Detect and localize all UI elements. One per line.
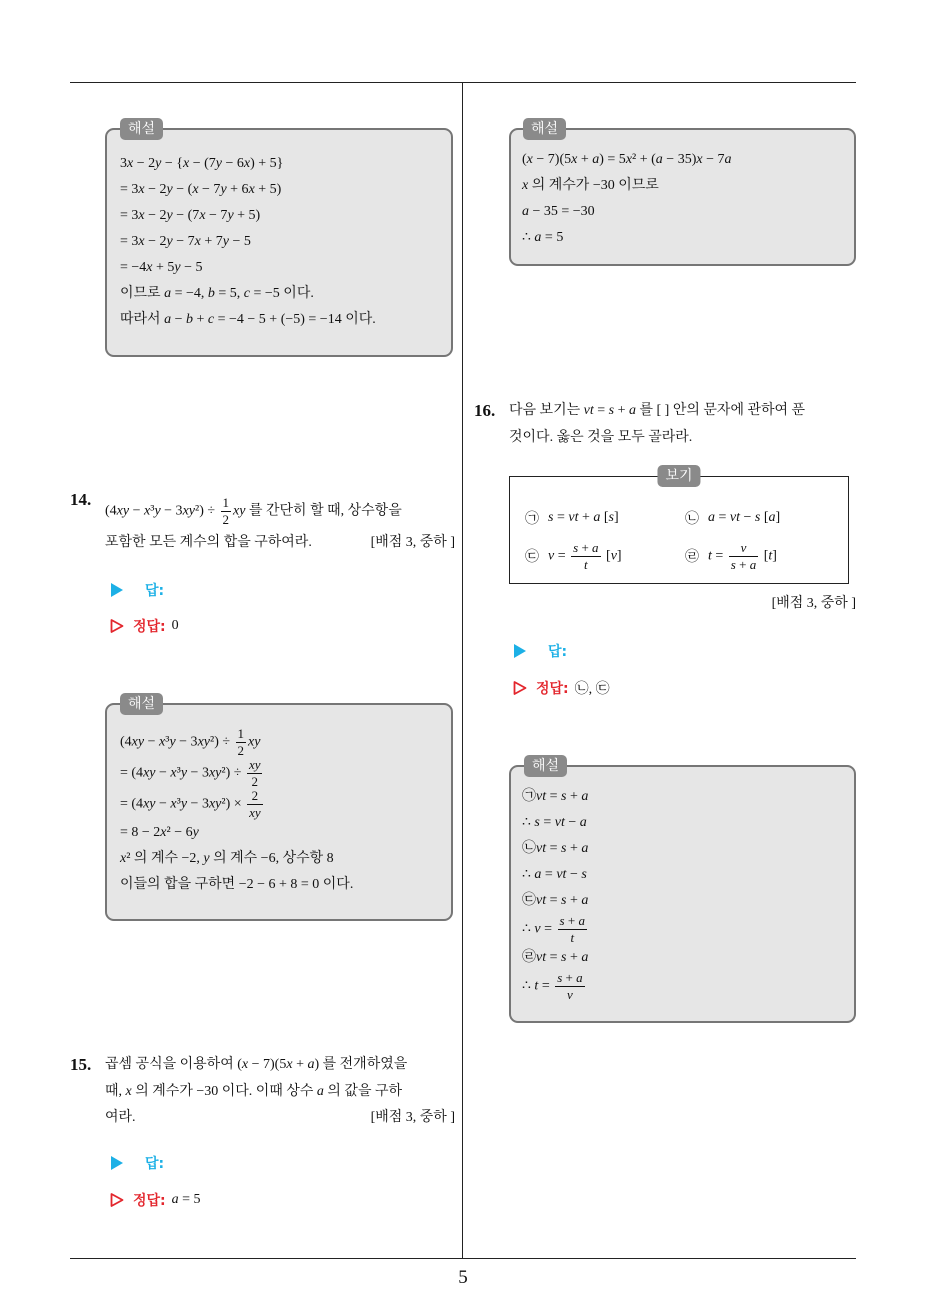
math-variable: a: [534, 230, 542, 245]
math-fraction: [247, 758, 263, 789]
math-variable: x: [199, 208, 206, 223]
fraction-denominator: s + a: [730, 556, 757, 572]
math-variable: y: [154, 503, 161, 519]
bogi-item: [525, 541, 622, 571]
solution-line: = (4xy − x³y − 3xy²) × $\frac{2}{xy}$: [120, 788, 261, 820]
fraction-denominator: [558, 930, 587, 945]
math-variable: b: [185, 312, 193, 327]
solution-tag: 해설: [120, 693, 163, 715]
math-variable: x: [146, 260, 153, 275]
math-variable: c: [243, 286, 250, 301]
question-number-14: 14.: [70, 490, 92, 509]
points-label: [배점 3, 중하 ]: [370, 535, 455, 550]
solution-line: ∴ v = $\frac{s + a}{t}$: [522, 913, 585, 945]
math-variable: y: [192, 825, 199, 840]
bogi-item: [685, 503, 780, 533]
solution-box-16: [509, 758, 856, 1023]
solution-line: (4xy − x³y − 3xy²) ÷ $\frac{1}{2}$ xy: [120, 726, 261, 758]
top-rule: [70, 82, 856, 83]
solution-box-13: [105, 121, 453, 357]
math-variable: xy: [249, 805, 261, 820]
math-variable: s: [559, 913, 565, 928]
solution-line: 3x − 2y − {x − (7y − 6x) + 5}: [120, 156, 284, 171]
math-variable: a: [593, 510, 601, 525]
solution-box-14: [105, 696, 453, 921]
question-text-line: 것이다. 옳은 것을 모두 골라라.: [509, 430, 693, 445]
math-variable: x: [138, 208, 145, 223]
math-variable: s: [730, 556, 736, 572]
math-variable: y: [227, 208, 234, 223]
fraction-numerator: s + a: [559, 913, 585, 928]
play-triangle-icon: [110, 1156, 124, 1170]
math-variable: x: [696, 152, 703, 167]
math-variable: a: [316, 1084, 324, 1099]
math-variable: a: [581, 841, 589, 856]
math-variable: x: [286, 1057, 293, 1072]
math-variable: y: [155, 156, 162, 171]
math-variable: xy: [248, 734, 261, 750]
math-variable: a: [708, 510, 715, 525]
math-variable: y: [180, 796, 188, 812]
math-variable: y: [166, 182, 173, 197]
math-variable: a: [581, 893, 589, 908]
fraction-denominator: 2: [237, 743, 245, 758]
math-variable: x: [160, 825, 167, 840]
math-variable: x: [138, 234, 145, 249]
math-variable: x: [170, 765, 177, 781]
column-divider: [462, 82, 463, 1258]
math-variable: vt: [583, 403, 594, 418]
fraction-denominator: [555, 987, 584, 1002]
fraction-denominator: 2: [251, 774, 258, 789]
math-variable: v: [534, 921, 541, 937]
solution-line: (x − 7)(5x + a) = 5x² + (a − 35)x − 7a: [522, 152, 732, 167]
solution-line: ㉡vt = s + a: [522, 841, 589, 856]
math-variable: y: [220, 182, 227, 197]
math-variable: x: [194, 234, 201, 249]
solution-tag: 해설: [120, 118, 163, 140]
math-variable: vt: [536, 893, 547, 908]
solution-line: ∴ t = $\frac{s + a}{v}$: [522, 970, 583, 1002]
fraction-numerator: s + a: [573, 539, 599, 555]
fraction-numerator: 1: [237, 726, 245, 741]
math-variable: v: [610, 548, 617, 564]
math-variable: xy: [143, 765, 156, 781]
math-variable: y: [169, 734, 176, 750]
points-label: [배점 3, 중하 ]: [771, 596, 856, 611]
solution-line: = −4x + 5y − 5: [120, 260, 203, 275]
page-number: 5: [458, 1267, 468, 1288]
math-variable: vt: [568, 510, 579, 525]
math-variable: a: [522, 204, 529, 219]
math-variable: s: [548, 510, 554, 525]
math-variable: x: [522, 178, 529, 193]
math-variable: vt: [536, 950, 547, 965]
math-variable: x: [127, 156, 134, 171]
math-variable: a: [581, 789, 589, 804]
bogi-item-expression: s = vt + a [s]: [548, 510, 619, 525]
answer-row: [110, 578, 164, 602]
correct-answer-row: [110, 614, 179, 638]
math-variable: x: [571, 152, 578, 167]
math-variable: a: [579, 815, 587, 830]
math-variable: s: [581, 867, 587, 882]
solution-lines: [522, 147, 848, 251]
math-fraction: [247, 789, 263, 820]
math-variable: a: [592, 539, 599, 555]
math-fraction: [221, 496, 232, 527]
play-triangle-shape: [111, 583, 123, 597]
bogi-item-mark: ㉢: [525, 550, 539, 565]
math-variable: vt: [729, 510, 741, 525]
math-variable: s: [608, 510, 614, 525]
math-variable: v: [567, 987, 573, 1002]
math-variable: y: [222, 234, 229, 249]
math-fraction: [555, 971, 584, 1002]
math-variable: s: [573, 539, 579, 555]
fraction-numerator: [247, 758, 263, 774]
math-variable: y: [166, 234, 173, 249]
play-triangle-shape: [514, 644, 526, 658]
answer-label: 답:: [145, 1156, 165, 1172]
bogi-tag: 보기: [657, 465, 700, 487]
math-fraction: [236, 727, 247, 758]
answer-row: [110, 1151, 164, 1175]
solution-line: ∴ a = 5: [522, 230, 564, 245]
question-number-16: 16.: [474, 401, 496, 420]
math-variable: a: [534, 867, 542, 882]
answer-label: 답:: [548, 644, 568, 660]
math-variable: xy: [182, 503, 195, 519]
solution-box-15: [509, 121, 856, 266]
math-variable: xy: [233, 503, 246, 519]
solution-tag: 해설: [524, 755, 567, 777]
math-variable: a: [164, 286, 172, 301]
math-variable: x: [182, 156, 190, 171]
math-variable: x: [625, 152, 633, 167]
question-text-line: 다음 보기는 vt = s + a 를 [ ] 안의 문자에 관하여 푼: [509, 403, 806, 418]
outline-play-triangle-icon: [110, 619, 124, 633]
solution-line: ㉢vt = s + a: [522, 893, 589, 908]
math-variable: t: [570, 930, 575, 945]
math-variable: y: [215, 156, 222, 171]
solution-tag: 해설: [523, 118, 566, 140]
math-variable: a: [307, 1057, 315, 1072]
points-label: [배점 3, 중하 ]: [370, 1110, 455, 1125]
math-fraction: [571, 541, 600, 572]
bogi-item-mark: ㉡: [685, 512, 699, 527]
math-variable: s: [608, 403, 615, 418]
math-variable: a: [171, 1192, 179, 1207]
math-variable: y: [203, 851, 210, 866]
math-variable: x: [241, 1057, 249, 1072]
correct-answer-label: 정답:: [133, 1193, 166, 1209]
math-variable: t: [534, 978, 539, 994]
math-variable: xy: [131, 734, 145, 750]
solution-line: = 8 − 2x² − 6y: [120, 825, 199, 840]
math-variable: v: [740, 539, 747, 555]
correct-answer-row: [513, 676, 610, 700]
math-variable: a: [749, 556, 757, 572]
solution-line: 따라서 a − b + c = −4 − 5 + (−5) = −14 이다.: [120, 312, 376, 327]
fraction-numerator: 1: [222, 495, 230, 510]
solution-line: ∴ a = vt − s: [522, 867, 587, 882]
math-variable: x: [138, 182, 145, 197]
correct-answer-value: ㉡, ㉢: [574, 682, 610, 697]
math-variable: s: [557, 970, 563, 985]
bogi-item-expression: a = vt − s [a]: [708, 510, 781, 525]
solution-lines: [522, 784, 848, 1002]
solution-line: 이들의 합을 구하면 −2 − 6 + 8 = 0 이다.: [120, 877, 354, 892]
math-variable: a: [629, 403, 636, 418]
correct-answer-label: 정답:: [536, 681, 569, 697]
outline-triangle-shape: [112, 1194, 123, 1206]
question-text-line: 여라.: [105, 1110, 136, 1125]
math-variable: x: [144, 503, 151, 519]
math-variable: s: [754, 510, 761, 525]
math-variable: a: [576, 970, 583, 985]
math-variable: vt: [554, 815, 565, 830]
fraction-numerator: 2: [247, 789, 263, 805]
math-variable: s: [561, 789, 567, 804]
correct-answer-value: a = 5: [171, 1192, 201, 1207]
math-variable: x: [159, 734, 166, 750]
question-text-line: 때, x 의 계수가 −30 이다. 이때 상수 a 의 값을 구하: [105, 1084, 403, 1099]
math-variable: s: [534, 815, 540, 830]
bogi-item-mark: ㉣: [685, 550, 699, 565]
bogi-item: [525, 503, 619, 533]
math-variable: x: [192, 182, 199, 197]
correct-answer-label: 정답:: [133, 619, 166, 635]
play-triangle-icon: [513, 644, 527, 658]
solution-line: x 의 계수가 −30 이므로: [522, 178, 659, 193]
solution-line: = 3x − 2y − (x − 7y + 6x + 5): [120, 182, 282, 197]
math-variable: a: [164, 312, 172, 327]
math-variable: a: [578, 913, 585, 928]
fraction-denominator: 2: [222, 512, 230, 527]
solution-line: 이므로 a = −4, b = 5, c = −5 이다.: [120, 286, 314, 301]
math-fraction: [729, 541, 758, 572]
bogi-item-mark: ㉠: [525, 512, 539, 527]
math-variable: y: [180, 765, 188, 781]
math-variable: s: [561, 950, 567, 965]
correct-answer-row: [110, 1188, 201, 1212]
math-fraction: [558, 914, 587, 945]
solution-line: = 3x − 2y − 7x + 7y − 5: [120, 234, 251, 249]
play-triangle-icon: [110, 583, 124, 597]
bogi-item-expression: v = $\frac{s + a}{t}$ [v]: [548, 539, 622, 572]
bottom-rule: [70, 1258, 856, 1259]
solution-lines: [120, 727, 445, 898]
math-variable: x: [125, 1084, 132, 1099]
outline-triangle-shape: [515, 682, 526, 694]
bogi-box: [509, 468, 849, 584]
question-text-line: 곱셈 공식을 이용하여 (x − 7)(5x + a) 를 전개하였을: [105, 1057, 408, 1072]
outline-triangle-shape: [112, 620, 123, 632]
fraction-numerator: s + a: [557, 970, 583, 985]
math-variable: a: [592, 152, 600, 167]
correct-answer-value: 0: [171, 618, 179, 633]
math-variable: s: [561, 841, 567, 856]
math-variable: xy: [143, 796, 156, 812]
solution-line: x² 의 계수 −2, y 의 계수 −6, 상수항 8: [120, 851, 334, 866]
outline-play-triangle-icon: [513, 681, 527, 695]
math-variable: s: [561, 893, 567, 908]
math-variable: v: [548, 548, 555, 564]
math-variable: x: [243, 156, 251, 171]
math-variable: x: [120, 851, 127, 866]
math-variable: a: [655, 152, 663, 167]
math-variable: xy: [116, 503, 130, 519]
question-text-line: 포함한 모든 계수의 합을 구하여라.: [105, 535, 312, 550]
math-variable: a: [768, 510, 776, 525]
solution-line: a − 35 = −30: [522, 204, 595, 219]
solution-line: = 3x − 2y − (7x − 7y + 5): [120, 208, 261, 223]
math-variable: c: [207, 312, 215, 327]
math-variable: xy: [197, 734, 210, 750]
fraction-denominator: [571, 557, 600, 572]
math-variable: x: [248, 182, 255, 197]
math-variable: a: [724, 152, 732, 167]
math-variable: y: [174, 260, 181, 275]
solution-line: ㉠vt = s + a: [522, 789, 589, 804]
answer-row: [513, 639, 567, 663]
solution-line: ∴ s = vt − a: [522, 815, 587, 830]
fraction-denominator: [247, 805, 263, 820]
math-variable: vt: [536, 841, 547, 856]
math-variable: x: [526, 152, 533, 167]
math-variable: vt: [536, 789, 547, 804]
math-variable: b: [207, 286, 215, 301]
solution-lines: [120, 151, 445, 333]
fraction-numerator: [729, 541, 758, 557]
math-variable: xy: [248, 757, 261, 772]
math-variable: t: [708, 548, 712, 564]
math-variable: xy: [208, 796, 222, 812]
question-number-15: 15.: [70, 1055, 92, 1074]
math-variable: a: [581, 950, 589, 965]
answer-label: 답:: [145, 583, 165, 599]
bogi-item: [685, 541, 777, 571]
bogi-item-expression: t = $\frac{v}{s + a}$ [t]: [708, 539, 777, 572]
math-variable: vt: [556, 867, 567, 882]
math-variable: x: [170, 796, 177, 812]
solution-line: = (4xy − x³y − 3xy²) ÷ $\frac{xy}{2}$: [120, 757, 261, 789]
outline-play-triangle-icon: [110, 1193, 124, 1207]
math-variable: y: [166, 208, 173, 223]
play-triangle-shape: [111, 1156, 123, 1170]
math-variable: t: [584, 556, 588, 572]
solution-line: ㉣vt = s + a: [522, 950, 589, 965]
math-variable: xy: [208, 765, 222, 781]
question-text-line: (4xy − x³y − 3xy²) ÷ $\frac{1}{2}$ xy 를 간단히 할 때, 상수항을: [105, 495, 402, 527]
math-variable: t: [768, 548, 773, 564]
